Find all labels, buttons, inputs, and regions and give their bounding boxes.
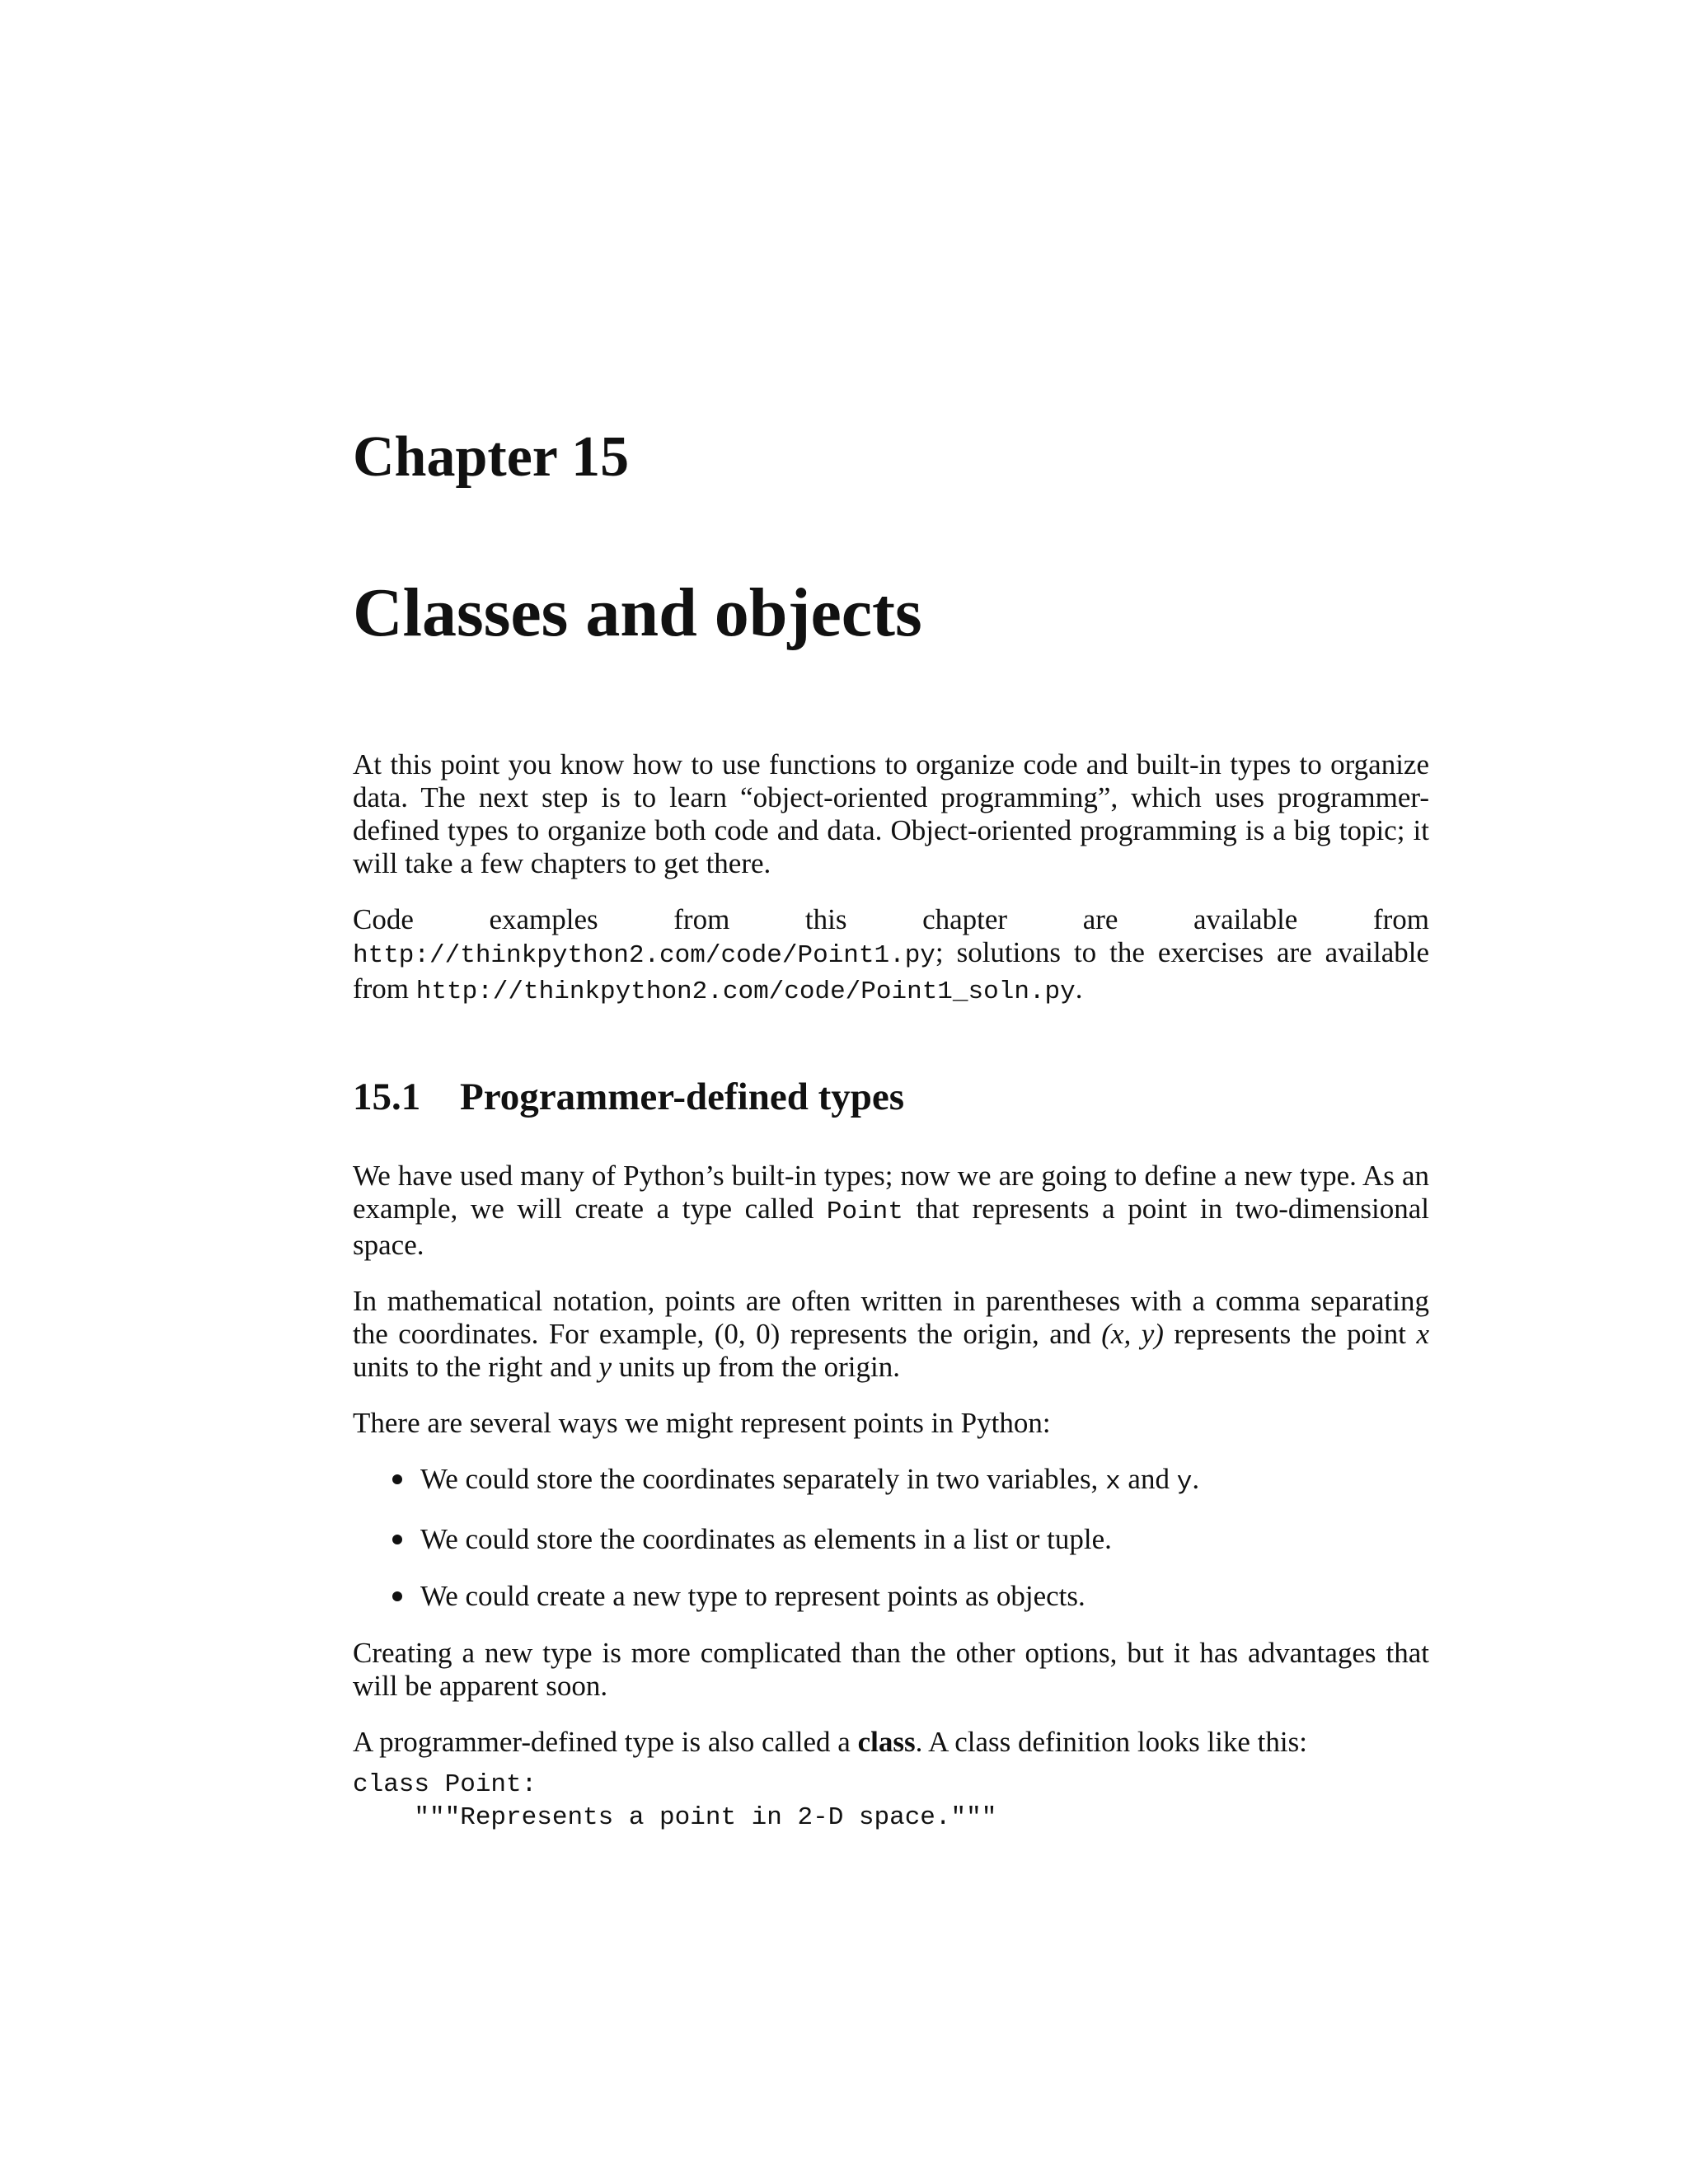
inline-code-x: x [1105, 1468, 1121, 1497]
chapter-label: Chapter 15 [353, 425, 630, 489]
inline-code-y: y [1176, 1468, 1193, 1497]
code-block: class Point: """Represents a point in 2-D space.""" [353, 1770, 997, 1832]
section-title: Programmer-defined types [460, 1076, 905, 1118]
bullet-3-text: We could create a new type to represent points as objects. [420, 1580, 1085, 1612]
solutions-url-link[interactable]: http://thinkpython2.com/code/Point1_soln.py [415, 977, 1076, 1006]
s-p2-t1: In mathematical notation, points are often written in parentheses with a comma separating the coordinates. For example, [353, 1285, 1429, 1350]
bullet-2-text: We could store the coordinates as elements in a list or tuple. [420, 1523, 1112, 1555]
list-item [353, 1463, 1429, 1499]
s-p2-t4: units to the right and [353, 1351, 599, 1383]
bullet-icon [392, 1535, 402, 1544]
section-paragraph-1 [353, 1160, 1429, 1262]
math-origin: (0, 0) [714, 1318, 781, 1350]
s-p2-t3: represents the point [1163, 1318, 1417, 1350]
inline-code-point: Point [826, 1197, 903, 1226]
section-heading [353, 1078, 1429, 1117]
bullet-1-after: . [1192, 1463, 1200, 1495]
bullet-1-before: We could store the coordinates separately in two variables, [420, 1463, 1106, 1495]
document-page [353, 425, 1430, 1835]
chapter-title: Classes and objects [353, 574, 922, 651]
intro-p2-text-middle: ; solutions to the exercises are available from [353, 936, 1429, 1005]
bullet-icon [392, 1474, 402, 1484]
section-paragraph-5 [353, 1726, 1429, 1759]
math-x: x [1416, 1318, 1430, 1350]
intro-paragraph-2 [353, 903, 1429, 1009]
s-p5-after: . A class definition looks like this: [915, 1726, 1307, 1758]
s-p5-before: A programmer-defined type is also called a [353, 1726, 858, 1758]
term-class: class [857, 1726, 916, 1758]
section-paragraph-4: Creating a new type is more complicated than the other options, but it has advantages that will be apparent soon. [353, 1637, 1429, 1702]
bullet-list [353, 1463, 1429, 1613]
s-p2-t5: units up from the origin. [612, 1351, 900, 1383]
intro-p2-text-after: . [1075, 972, 1083, 1005]
code-url-link[interactable]: http://thinkpython2.com/code/Point1.py [353, 941, 935, 970]
intro-p2-text-before: Code examples from this chapter are available from [353, 903, 1429, 935]
bullet-1-mid: and [1120, 1463, 1177, 1495]
intro-paragraph-1: At this point you know how to use functions to organize code and built-in types to organize data. The next step is to learn “object-oriented programming”, which uses programmer-defined types to organize both code and data. Object-oriented programming is a big topic; it will take a few chapters to get there. [353, 748, 1429, 879]
bullet-icon [392, 1591, 402, 1601]
list-item [353, 1523, 1429, 1556]
section-number: 15.1 [353, 1076, 421, 1118]
section-paragraph-2 [353, 1285, 1429, 1384]
s-p1-after: that represents a point in two-dimensional space. [353, 1193, 1429, 1261]
math-xy: (x, y) [1101, 1318, 1164, 1350]
list-item [353, 1580, 1429, 1613]
s-p1-before: We have used many of Python’s built-in types; now we are going to define a new type. As an example, we will create a type called [353, 1160, 1429, 1225]
math-y: y [598, 1351, 612, 1383]
section-paragraph-3: There are several ways we might represent points in Python: [353, 1407, 1051, 1439]
s-p2-t2: represents the origin, and [780, 1318, 1102, 1350]
